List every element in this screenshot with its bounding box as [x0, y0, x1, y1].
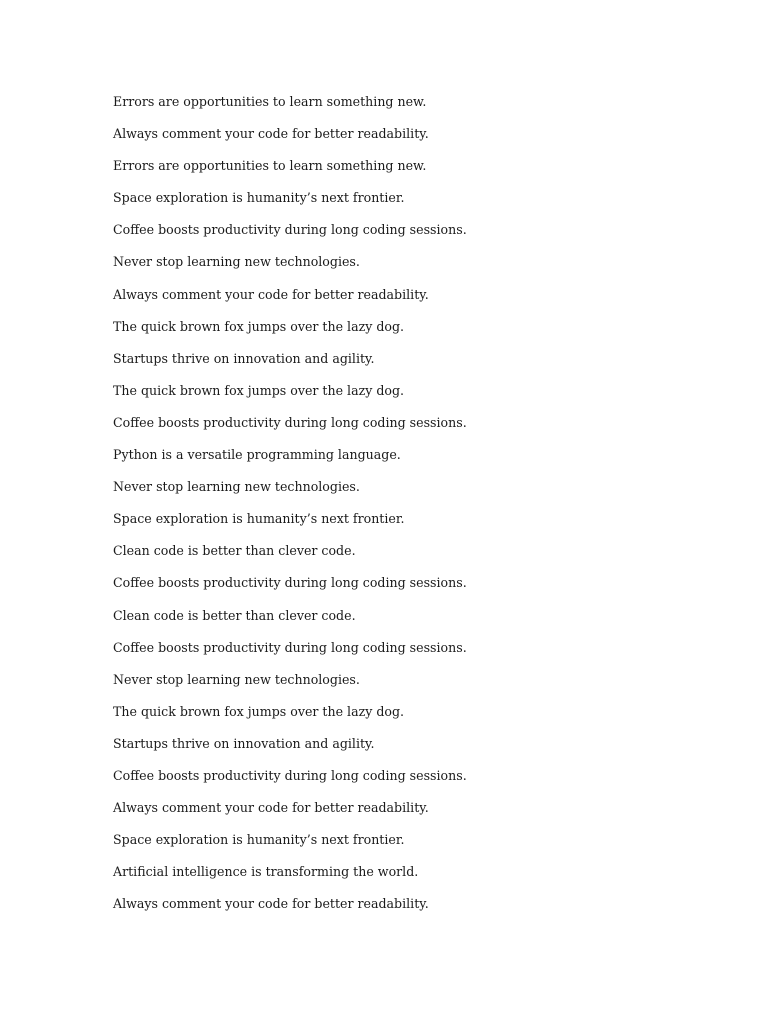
text-line: Startups thrive on innovation and agility.	[113, 350, 375, 366]
text-line: Coffee boosts productivity during long coding sessions.	[113, 222, 467, 238]
text-line: Never stop learning new technologies.	[113, 479, 360, 495]
text-line: Coffee boosts productivity during long coding sessions.	[113, 639, 467, 655]
text-line: Coffee boosts productivity during long coding sessions.	[113, 767, 467, 783]
text-line: Never stop learning new technologies.	[113, 254, 360, 270]
text-line: Errors are opportunities to learn something new.	[113, 94, 427, 109]
text-line: Python is a versatile programming language.	[113, 447, 401, 463]
text-line: Space exploration is humanity’s next frontier.	[113, 190, 405, 206]
text-line: The quick brown fox jumps over the lazy dog.	[113, 703, 405, 719]
text-line: Never stop learning new technologies.	[113, 671, 360, 687]
text-line: Always comment your code for better readability.	[113, 800, 429, 816]
text-line: Always comment your code for better readability.	[113, 896, 429, 912]
text-line: Artificial intelligence is transforming the world.	[113, 864, 419, 880]
text-line: Errors are opportunities to learn something new.	[113, 158, 427, 174]
text-line: Clean code is better than clever code.	[113, 607, 356, 623]
text-lines	[113, 92, 467, 926]
text-line: Startups thrive on innovation and agility.	[113, 735, 375, 751]
text-line: The quick brown fox jumps over the lazy dog.	[113, 382, 405, 398]
text-line: Space exploration is humanity’s next frontier.	[113, 832, 405, 848]
text-line: Clean code is better than clever code.	[113, 543, 356, 559]
text-line: Coffee boosts productivity during long coding sessions.	[113, 414, 467, 430]
text-line: The quick brown fox jumps over the lazy dog.	[113, 318, 405, 334]
text-line: Always comment your code for better readability.	[113, 286, 429, 302]
text-line: Space exploration is humanity’s next frontier.	[113, 511, 405, 527]
text-line: Coffee boosts productivity during long coding sessions.	[113, 575, 467, 591]
text-line: Always comment your code for better readability.	[113, 126, 429, 142]
